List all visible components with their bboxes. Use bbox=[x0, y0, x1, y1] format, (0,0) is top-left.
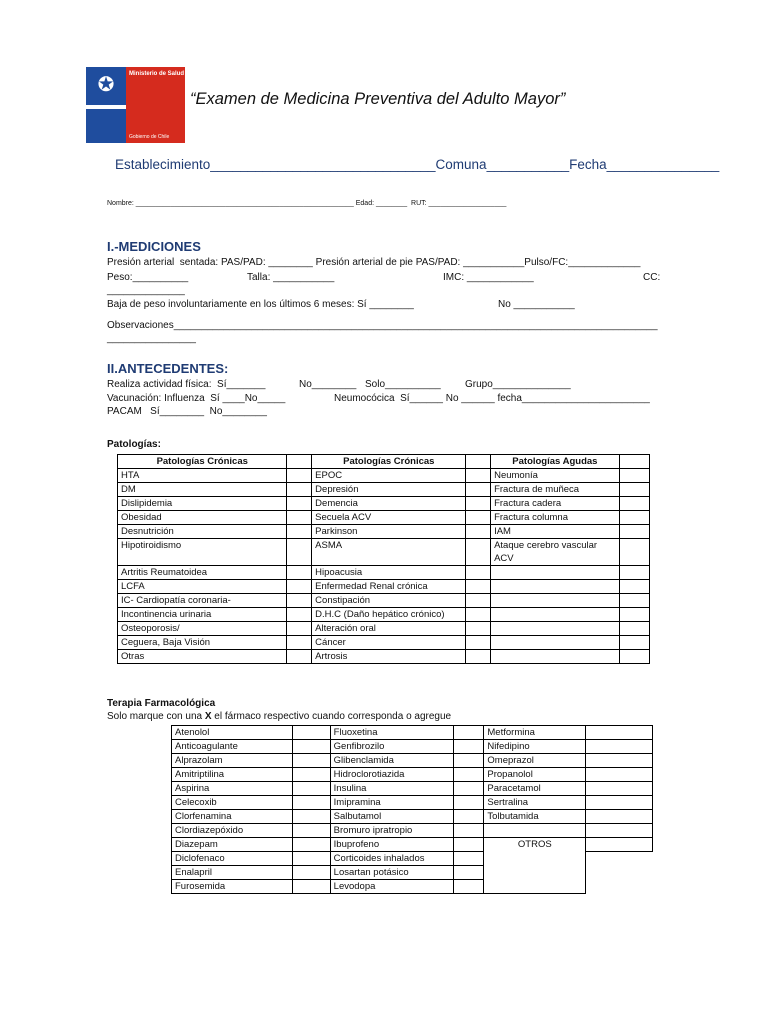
drug-name: Furosemida bbox=[172, 880, 293, 894]
cc-field[interactable]: CC: bbox=[643, 272, 661, 283]
pathology-row bbox=[118, 580, 650, 594]
pathology-name: Constipación bbox=[312, 594, 466, 608]
pathology-row bbox=[118, 539, 650, 566]
drug-name: Diclofenaco bbox=[172, 852, 293, 866]
drug-name: Salbutamol bbox=[330, 810, 454, 824]
activity-solo[interactable]: Solo__________ bbox=[365, 379, 441, 390]
pathology-check-cell[interactable] bbox=[287, 608, 312, 622]
pathology-row bbox=[118, 497, 650, 511]
drug-check-cell[interactable] bbox=[292, 880, 330, 894]
drug-check-cell[interactable] bbox=[454, 782, 484, 796]
pathology-check-cell[interactable] bbox=[466, 608, 491, 622]
drug-name: Anticoagulante bbox=[172, 740, 293, 754]
pathology-check-cell[interactable] bbox=[287, 650, 312, 664]
drug-check-cell[interactable] bbox=[586, 838, 653, 852]
pathology-check-cell[interactable] bbox=[466, 469, 491, 483]
pathology-check-cell[interactable] bbox=[619, 497, 649, 511]
drug-check-cell[interactable] bbox=[454, 768, 484, 782]
logo-ministry-text: Ministerio de Salud bbox=[129, 71, 185, 77]
drug-name bbox=[484, 824, 586, 838]
pathology-name: ASMA bbox=[312, 539, 466, 566]
drug-name: Fluoxetina bbox=[330, 726, 454, 740]
drug-check-cell[interactable] bbox=[292, 866, 330, 880]
pathology-check-cell[interactable] bbox=[619, 469, 649, 483]
drug-check-cell[interactable] bbox=[586, 740, 653, 754]
pathology-check-cell[interactable] bbox=[287, 622, 312, 636]
activity-group[interactable]: Grupo______________ bbox=[465, 379, 571, 390]
pathologies-label: Patologías: bbox=[107, 439, 161, 450]
pathology-name: Demencia bbox=[312, 497, 466, 511]
pathology-check-cell[interactable] bbox=[466, 566, 491, 580]
pathology-check-cell[interactable] bbox=[619, 608, 649, 622]
drug-check-cell[interactable] bbox=[586, 768, 653, 782]
drug-name: Enalapril bbox=[172, 866, 293, 880]
pathology-check-cell[interactable] bbox=[287, 636, 312, 650]
coat-of-arms-icon: ✪ bbox=[97, 74, 115, 96]
pathology-name: Dislipidemia bbox=[118, 497, 287, 511]
drug-name: Celecoxib bbox=[172, 796, 293, 810]
drug-check-cell[interactable] bbox=[292, 824, 330, 838]
pathology-check-cell[interactable] bbox=[466, 580, 491, 594]
imc-field[interactable]: IMC: ____________ bbox=[443, 272, 534, 283]
pathologies-table bbox=[117, 454, 650, 664]
pathology-check-cell[interactable] bbox=[287, 497, 312, 511]
pathology-row bbox=[118, 566, 650, 580]
pathology-name: Desnutrición bbox=[118, 525, 287, 539]
pathology-name: Enfermedad Renal crónica bbox=[312, 580, 466, 594]
pathology-row bbox=[118, 622, 650, 636]
pathology-check-cell[interactable] bbox=[287, 580, 312, 594]
logo-red-band bbox=[126, 67, 185, 143]
pathology-row bbox=[118, 636, 650, 650]
drug-name: Clorfenamina bbox=[172, 810, 293, 824]
pathology-check-cell[interactable] bbox=[287, 525, 312, 539]
pathology-name: Hipoacusia bbox=[312, 566, 466, 580]
drug-row bbox=[172, 782, 653, 796]
pathology-check-cell[interactable] bbox=[466, 539, 491, 566]
drug-check-cell[interactable] bbox=[292, 810, 330, 824]
pathology-row bbox=[118, 594, 650, 608]
drug-check-cell[interactable] bbox=[292, 838, 330, 852]
section-mediciones-title: I.-MEDICIONES bbox=[107, 239, 201, 254]
pathology-name: D.H.C (Daño hepático crónico) bbox=[312, 608, 466, 622]
drug-check-cell[interactable] bbox=[454, 838, 484, 852]
drug-row bbox=[172, 810, 653, 824]
pathology-check-cell[interactable] bbox=[619, 525, 649, 539]
pathology-check-cell[interactable] bbox=[287, 469, 312, 483]
drug-name: Aspirina bbox=[172, 782, 293, 796]
drug-check-cell[interactable] bbox=[586, 782, 653, 796]
height-field[interactable]: Talla: ___________ bbox=[247, 272, 335, 283]
establishment-line[interactable]: Establecimiento______________________________Comuna___________Fecha_______________ bbox=[115, 157, 720, 172]
drug-check-cell[interactable] bbox=[454, 866, 484, 880]
pathology-name: Neumonía bbox=[491, 469, 620, 483]
section-antecedentes-title: II.ANTECEDENTES: bbox=[107, 361, 229, 376]
pathology-name: Artrosis bbox=[312, 650, 466, 664]
pathology-name bbox=[491, 622, 620, 636]
pathology-name: Hipotiroidismo bbox=[118, 539, 287, 566]
drug-check-cell[interactable] bbox=[454, 726, 484, 740]
identification-line[interactable]: Nombre: ________________________________________________________ Edad: ________ RUT: ____________________ bbox=[107, 200, 507, 207]
drug-name: Bromuro ipratropio bbox=[330, 824, 454, 838]
drug-name: Amitriptilina bbox=[172, 768, 293, 782]
drug-check-cell[interactable] bbox=[292, 768, 330, 782]
pathology-check-cell[interactable] bbox=[619, 511, 649, 525]
drug-name: Nifedipino bbox=[484, 740, 586, 754]
pathology-name: Alteración oral bbox=[312, 622, 466, 636]
pneumococcal-vaccine[interactable]: Neumocócica Sí______ No ______ fecha_______________________ bbox=[334, 393, 650, 404]
pathology-check-cell[interactable] bbox=[466, 594, 491, 608]
activity-no[interactable]: No________ bbox=[299, 379, 357, 390]
header-chronic-2: Patologías Crónicas bbox=[312, 455, 466, 469]
drug-name: Tolbutamida bbox=[484, 810, 586, 824]
drug-name: Diazepam bbox=[172, 838, 293, 852]
pathology-check-cell[interactable] bbox=[619, 580, 649, 594]
drug-name: Corticoides inhalados bbox=[330, 852, 454, 866]
pathology-check-cell[interactable] bbox=[619, 566, 649, 580]
drug-name: Alprazolam bbox=[172, 754, 293, 768]
pathology-check-cell[interactable] bbox=[466, 650, 491, 664]
header-chronic-1: Patologías Crónicas bbox=[118, 455, 287, 469]
drug-name: Hidroclorotiazida bbox=[330, 768, 454, 782]
drug-name: Glibenclamida bbox=[330, 754, 454, 768]
influenza-vaccine[interactable]: Vacunación: Influenza Sí ____No_____ bbox=[107, 393, 286, 404]
pathology-check-cell[interactable] bbox=[619, 594, 649, 608]
drug-row bbox=[172, 740, 653, 754]
drug-check-cell[interactable] bbox=[454, 740, 484, 754]
pathology-name: IAM bbox=[491, 525, 620, 539]
blood-pressure-line[interactable]: Presión arterial sentada: PAS/PAD: ________ Presión arterial de pie PAS/PAD: ___________Pulso/FC:_____________ bbox=[107, 257, 641, 268]
pathology-check-cell[interactable] bbox=[287, 511, 312, 525]
pathology-name: Fractura de muñeca bbox=[491, 483, 620, 497]
drug-check-cell[interactable] bbox=[292, 852, 330, 866]
page-title: “Examen de Medicina Preventiva del Adulto Mayor” bbox=[190, 90, 566, 108]
pacam-line[interactable]: PACAM Sí________ No________ bbox=[107, 406, 267, 417]
drug-row bbox=[172, 726, 653, 740]
pathology-check-cell[interactable] bbox=[619, 539, 649, 566]
drug-name: Insulina bbox=[330, 782, 454, 796]
pathology-check-cell[interactable] bbox=[466, 636, 491, 650]
pathology-name: Cáncer bbox=[312, 636, 466, 650]
cc-continuation[interactable]: ______________ bbox=[107, 285, 185, 296]
pathology-check-cell[interactable] bbox=[287, 539, 312, 566]
pathology-name bbox=[491, 594, 620, 608]
pathology-check-cell[interactable] bbox=[466, 525, 491, 539]
logo-blue-band bbox=[86, 67, 126, 143]
drug-check-cell[interactable] bbox=[586, 754, 653, 768]
pathology-name: EPOC bbox=[312, 469, 466, 483]
drug-check-cell[interactable] bbox=[292, 740, 330, 754]
pathology-check-cell[interactable] bbox=[466, 497, 491, 511]
pathology-name: Ataque cerebro vascular ACV bbox=[491, 539, 620, 566]
pathology-row bbox=[118, 525, 650, 539]
pathology-check-cell[interactable] bbox=[619, 483, 649, 497]
pathology-name: HTA bbox=[118, 469, 287, 483]
pathology-name: DM bbox=[118, 483, 287, 497]
logo-government-text: Gobierno de Chile bbox=[129, 134, 170, 140]
pathologies-header-row bbox=[118, 455, 650, 469]
drug-check-cell[interactable] bbox=[586, 796, 653, 810]
header-acute: Patologías Agudas bbox=[491, 455, 620, 469]
pathology-name bbox=[491, 608, 620, 622]
therapy-title: Terapia Farmacológica bbox=[107, 698, 216, 709]
drug-name: Levodopa bbox=[330, 880, 454, 894]
pathology-check-cell[interactable] bbox=[466, 511, 491, 525]
drug-name: OTROS bbox=[484, 838, 586, 894]
pathology-row bbox=[118, 483, 650, 497]
drug-check-cell[interactable] bbox=[292, 796, 330, 810]
drug-name: Paracetamol bbox=[484, 782, 586, 796]
therapy-instruction: Solo marque con una X el fármaco respectivo cuando corresponda o agregue bbox=[107, 711, 452, 722]
observations-continuation[interactable]: ________________ bbox=[107, 333, 196, 344]
pathology-check-cell[interactable] bbox=[619, 636, 649, 650]
drug-row bbox=[172, 768, 653, 782]
drug-name: Atenolol bbox=[172, 726, 293, 740]
pathology-name bbox=[491, 650, 620, 664]
drug-check-cell[interactable] bbox=[454, 824, 484, 838]
pathology-name: Osteoporosis/ bbox=[118, 622, 287, 636]
drug-check-cell[interactable] bbox=[454, 754, 484, 768]
pathology-row bbox=[118, 608, 650, 622]
drug-check-cell[interactable] bbox=[586, 824, 653, 838]
drug-check-cell[interactable] bbox=[454, 880, 484, 894]
pathology-check-cell[interactable] bbox=[287, 566, 312, 580]
pathology-name: Parkinson bbox=[312, 525, 466, 539]
weight-loss-no[interactable]: No ___________ bbox=[498, 299, 575, 310]
drug-name: Imipramina bbox=[330, 796, 454, 810]
drug-row bbox=[172, 754, 653, 768]
pathology-name bbox=[491, 566, 620, 580]
drug-name: Propanolol bbox=[484, 768, 586, 782]
drug-name: Clordiazepóxido bbox=[172, 824, 293, 838]
pathology-name: Obesidad bbox=[118, 511, 287, 525]
drug-check-cell[interactable] bbox=[586, 810, 653, 824]
weight-field[interactable]: Peso:__________ bbox=[107, 272, 189, 283]
pathology-name: LCFA bbox=[118, 580, 287, 594]
pathology-check-cell[interactable] bbox=[287, 483, 312, 497]
drug-name: Sertralina bbox=[484, 796, 586, 810]
pathology-check-cell[interactable] bbox=[287, 594, 312, 608]
pathology-name: Secuela ACV bbox=[312, 511, 466, 525]
drug-name: Omeprazol bbox=[484, 754, 586, 768]
pathology-name: Depresión bbox=[312, 483, 466, 497]
pathology-check-cell[interactable] bbox=[466, 483, 491, 497]
pathology-name: Fractura cadera bbox=[491, 497, 620, 511]
drug-row bbox=[172, 796, 653, 810]
drug-name: Losartan potásico bbox=[330, 866, 454, 880]
drug-check-cell[interactable] bbox=[292, 782, 330, 796]
drug-check-cell[interactable] bbox=[292, 726, 330, 740]
pathology-check-cell[interactable] bbox=[466, 622, 491, 636]
drug-row bbox=[172, 838, 653, 852]
pathology-name: Otras bbox=[118, 650, 287, 664]
drug-check-cell[interactable] bbox=[292, 754, 330, 768]
pathology-check-cell[interactable] bbox=[619, 622, 649, 636]
drug-name: Metformina bbox=[484, 726, 586, 740]
pathology-name: Incontinencia urinaria bbox=[118, 608, 287, 622]
observations-field[interactable]: Observaciones_______________________________________________________________________________________ bbox=[107, 320, 658, 331]
drug-name: Genfibrozilo bbox=[330, 740, 454, 754]
weight-loss-yes[interactable]: Baja de peso involuntariamente en los últimos 6 meses: Sí ________ bbox=[107, 299, 414, 310]
pathology-name: Ceguera, Baja Visión bbox=[118, 636, 287, 650]
pathology-name: Fractura columna bbox=[491, 511, 620, 525]
drug-check-cell[interactable] bbox=[454, 810, 484, 824]
drugs-table bbox=[171, 725, 653, 894]
pathology-name bbox=[491, 636, 620, 650]
pathology-check-cell[interactable] bbox=[619, 650, 649, 664]
pathology-name: Artritis Reumatoidea bbox=[118, 566, 287, 580]
drug-name: Ibuprofeno bbox=[330, 838, 454, 852]
activity-yes[interactable]: Realiza actividad física: Sí_______ bbox=[107, 379, 266, 390]
pathology-name bbox=[491, 580, 620, 594]
pathology-name: IC- Cardiopatía coronaria- bbox=[118, 594, 287, 608]
pathology-row bbox=[118, 650, 650, 664]
drug-check-cell[interactable] bbox=[454, 796, 484, 810]
drug-check-cell[interactable] bbox=[454, 852, 484, 866]
drug-check-cell[interactable] bbox=[586, 726, 653, 740]
pathology-row bbox=[118, 511, 650, 525]
drug-row bbox=[172, 824, 653, 838]
pathology-row bbox=[118, 469, 650, 483]
ministry-logo bbox=[86, 67, 185, 143]
